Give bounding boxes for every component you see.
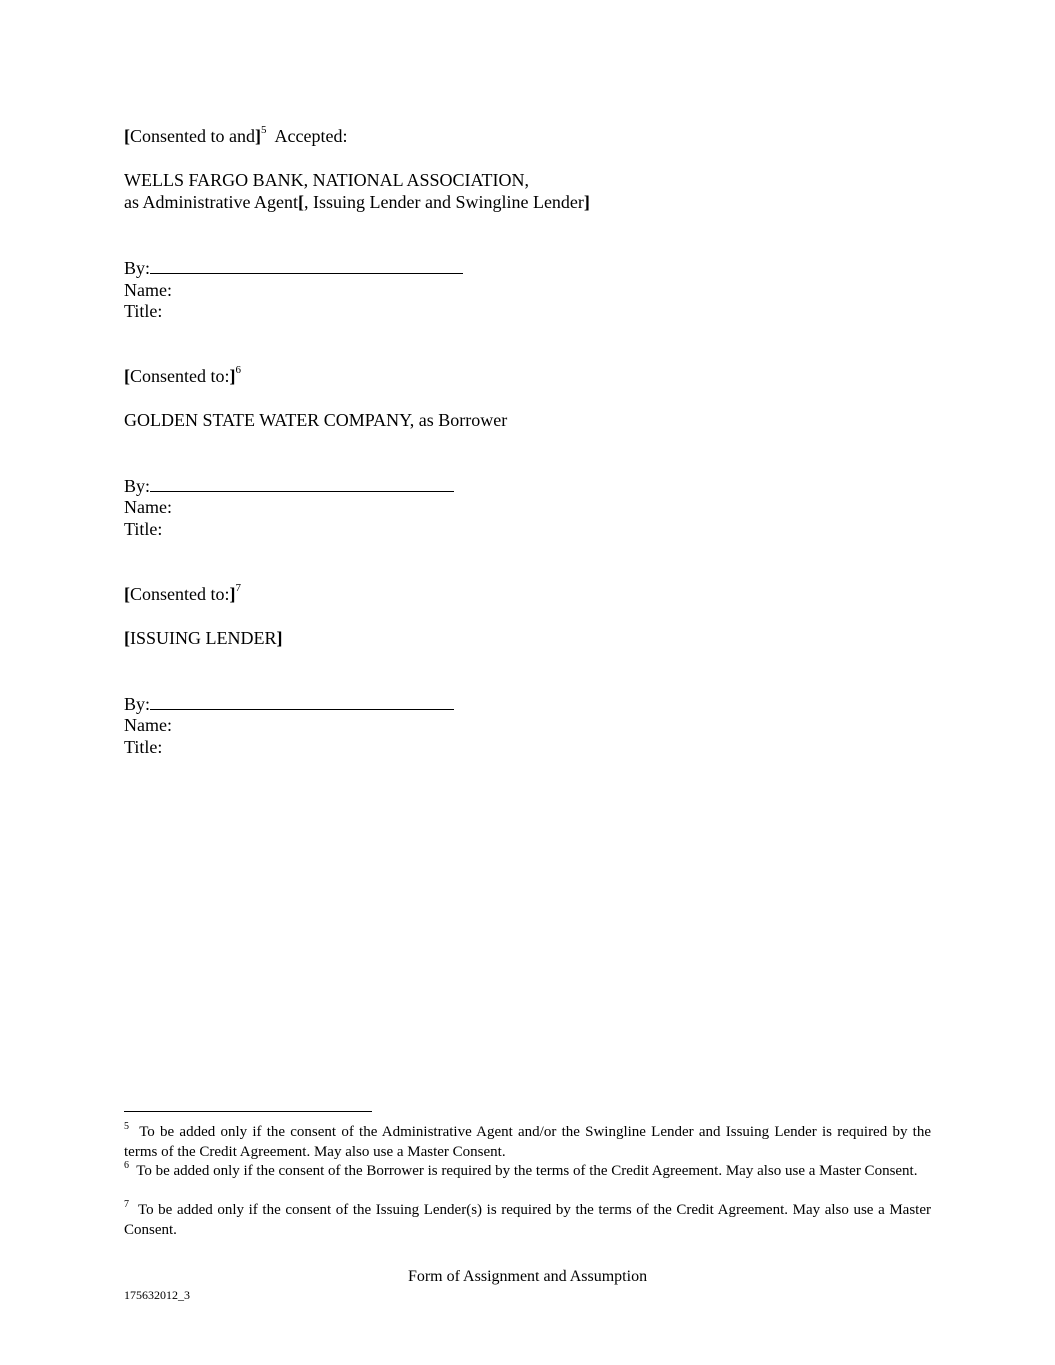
bracket-open: [: [124, 584, 130, 604]
by-label: By:: [124, 258, 151, 278]
footnote-number: 5: [124, 1121, 129, 1132]
consent-heading-text: Consented to and: [130, 126, 255, 146]
document-id: 175632012_3: [124, 1288, 190, 1302]
signature-rule: [150, 475, 454, 492]
issuing-lender-entity: [124, 627, 283, 649]
bracket-close: ]: [229, 366, 236, 386]
signature-line-agent: [124, 257, 463, 279]
agent-capacity-bracketed: , Issuing Lender and Swingline Lender: [303, 192, 584, 212]
borrower-entity-name: GOLDEN STATE WATER COMPANY, as Borrower: [124, 410, 508, 430]
name-label: Name:: [124, 497, 172, 517]
footnote-text: To be added only if the consent of the Borrower is required by the terms of the Credit Agreement. May also use a Master Consent.: [136, 1163, 918, 1179]
consent-heading-text: Consented to:: [130, 584, 230, 604]
footnote-text: To be added only if the consent of the Administrative Agent and/or the Swingline Lender and Issuing Lender is required by the terms of the Credit Agreement. May also use a Master Consent.: [124, 1124, 931, 1160]
bracket-close: ]: [276, 628, 283, 648]
bracket-close: ]: [583, 192, 590, 212]
footnote-ref-7: 7: [235, 582, 241, 594]
footnote-7: [124, 1201, 931, 1240]
by-label: By:: [124, 476, 151, 496]
name-label: Name:: [124, 715, 172, 735]
title-label: Title:: [124, 301, 163, 321]
page-footer-title: Form of Assignment and Assumption: [407, 1268, 648, 1285]
bracket-close: ]: [229, 584, 236, 604]
footnote-ref-5: 5: [260, 124, 267, 136]
signature-line-borrower: [124, 475, 454, 497]
consent-heading-issuing-lender: [124, 583, 241, 605]
footnote-6: [124, 1162, 931, 1182]
title-label: Title:: [124, 737, 163, 757]
footnote-5: [124, 1123, 931, 1162]
agent-entity-capacity: [124, 191, 590, 213]
consent-heading-agent: [124, 125, 347, 147]
signature-rule: [150, 693, 454, 710]
bracket-open: [: [297, 192, 304, 212]
accepted-label: Accepted:: [274, 126, 348, 146]
footnote-number: 7: [124, 1199, 129, 1210]
footnote-number: 6: [124, 1160, 129, 1171]
consent-heading-text: Consented to:: [130, 366, 230, 386]
title-label: Title:: [124, 519, 163, 539]
bracket-open: [: [124, 628, 130, 648]
consent-heading-borrower: [124, 365, 241, 387]
agent-capacity-text: as Administrative Agent: [124, 192, 298, 212]
footnote-text: To be added only if the consent of the Issuing Lender(s) is required by the terms of the Credit Agreement. May also use a Master Consent.: [124, 1202, 931, 1238]
footnote-ref-6: 6: [235, 364, 241, 376]
footnote-separator: [124, 1111, 372, 1112]
signature-rule: [150, 257, 463, 274]
bracket-close: ]: [254, 126, 261, 146]
bracket-open: [: [124, 366, 130, 386]
signature-line-issuing-lender: [124, 693, 454, 715]
issuing-lender-name: ISSUING LENDER: [130, 628, 277, 648]
by-label: By:: [124, 694, 151, 714]
bracket-open: [: [124, 126, 130, 146]
name-label: Name:: [124, 280, 172, 300]
agent-entity-name: WELLS FARGO BANK, NATIONAL ASSOCIATION,: [124, 170, 529, 190]
